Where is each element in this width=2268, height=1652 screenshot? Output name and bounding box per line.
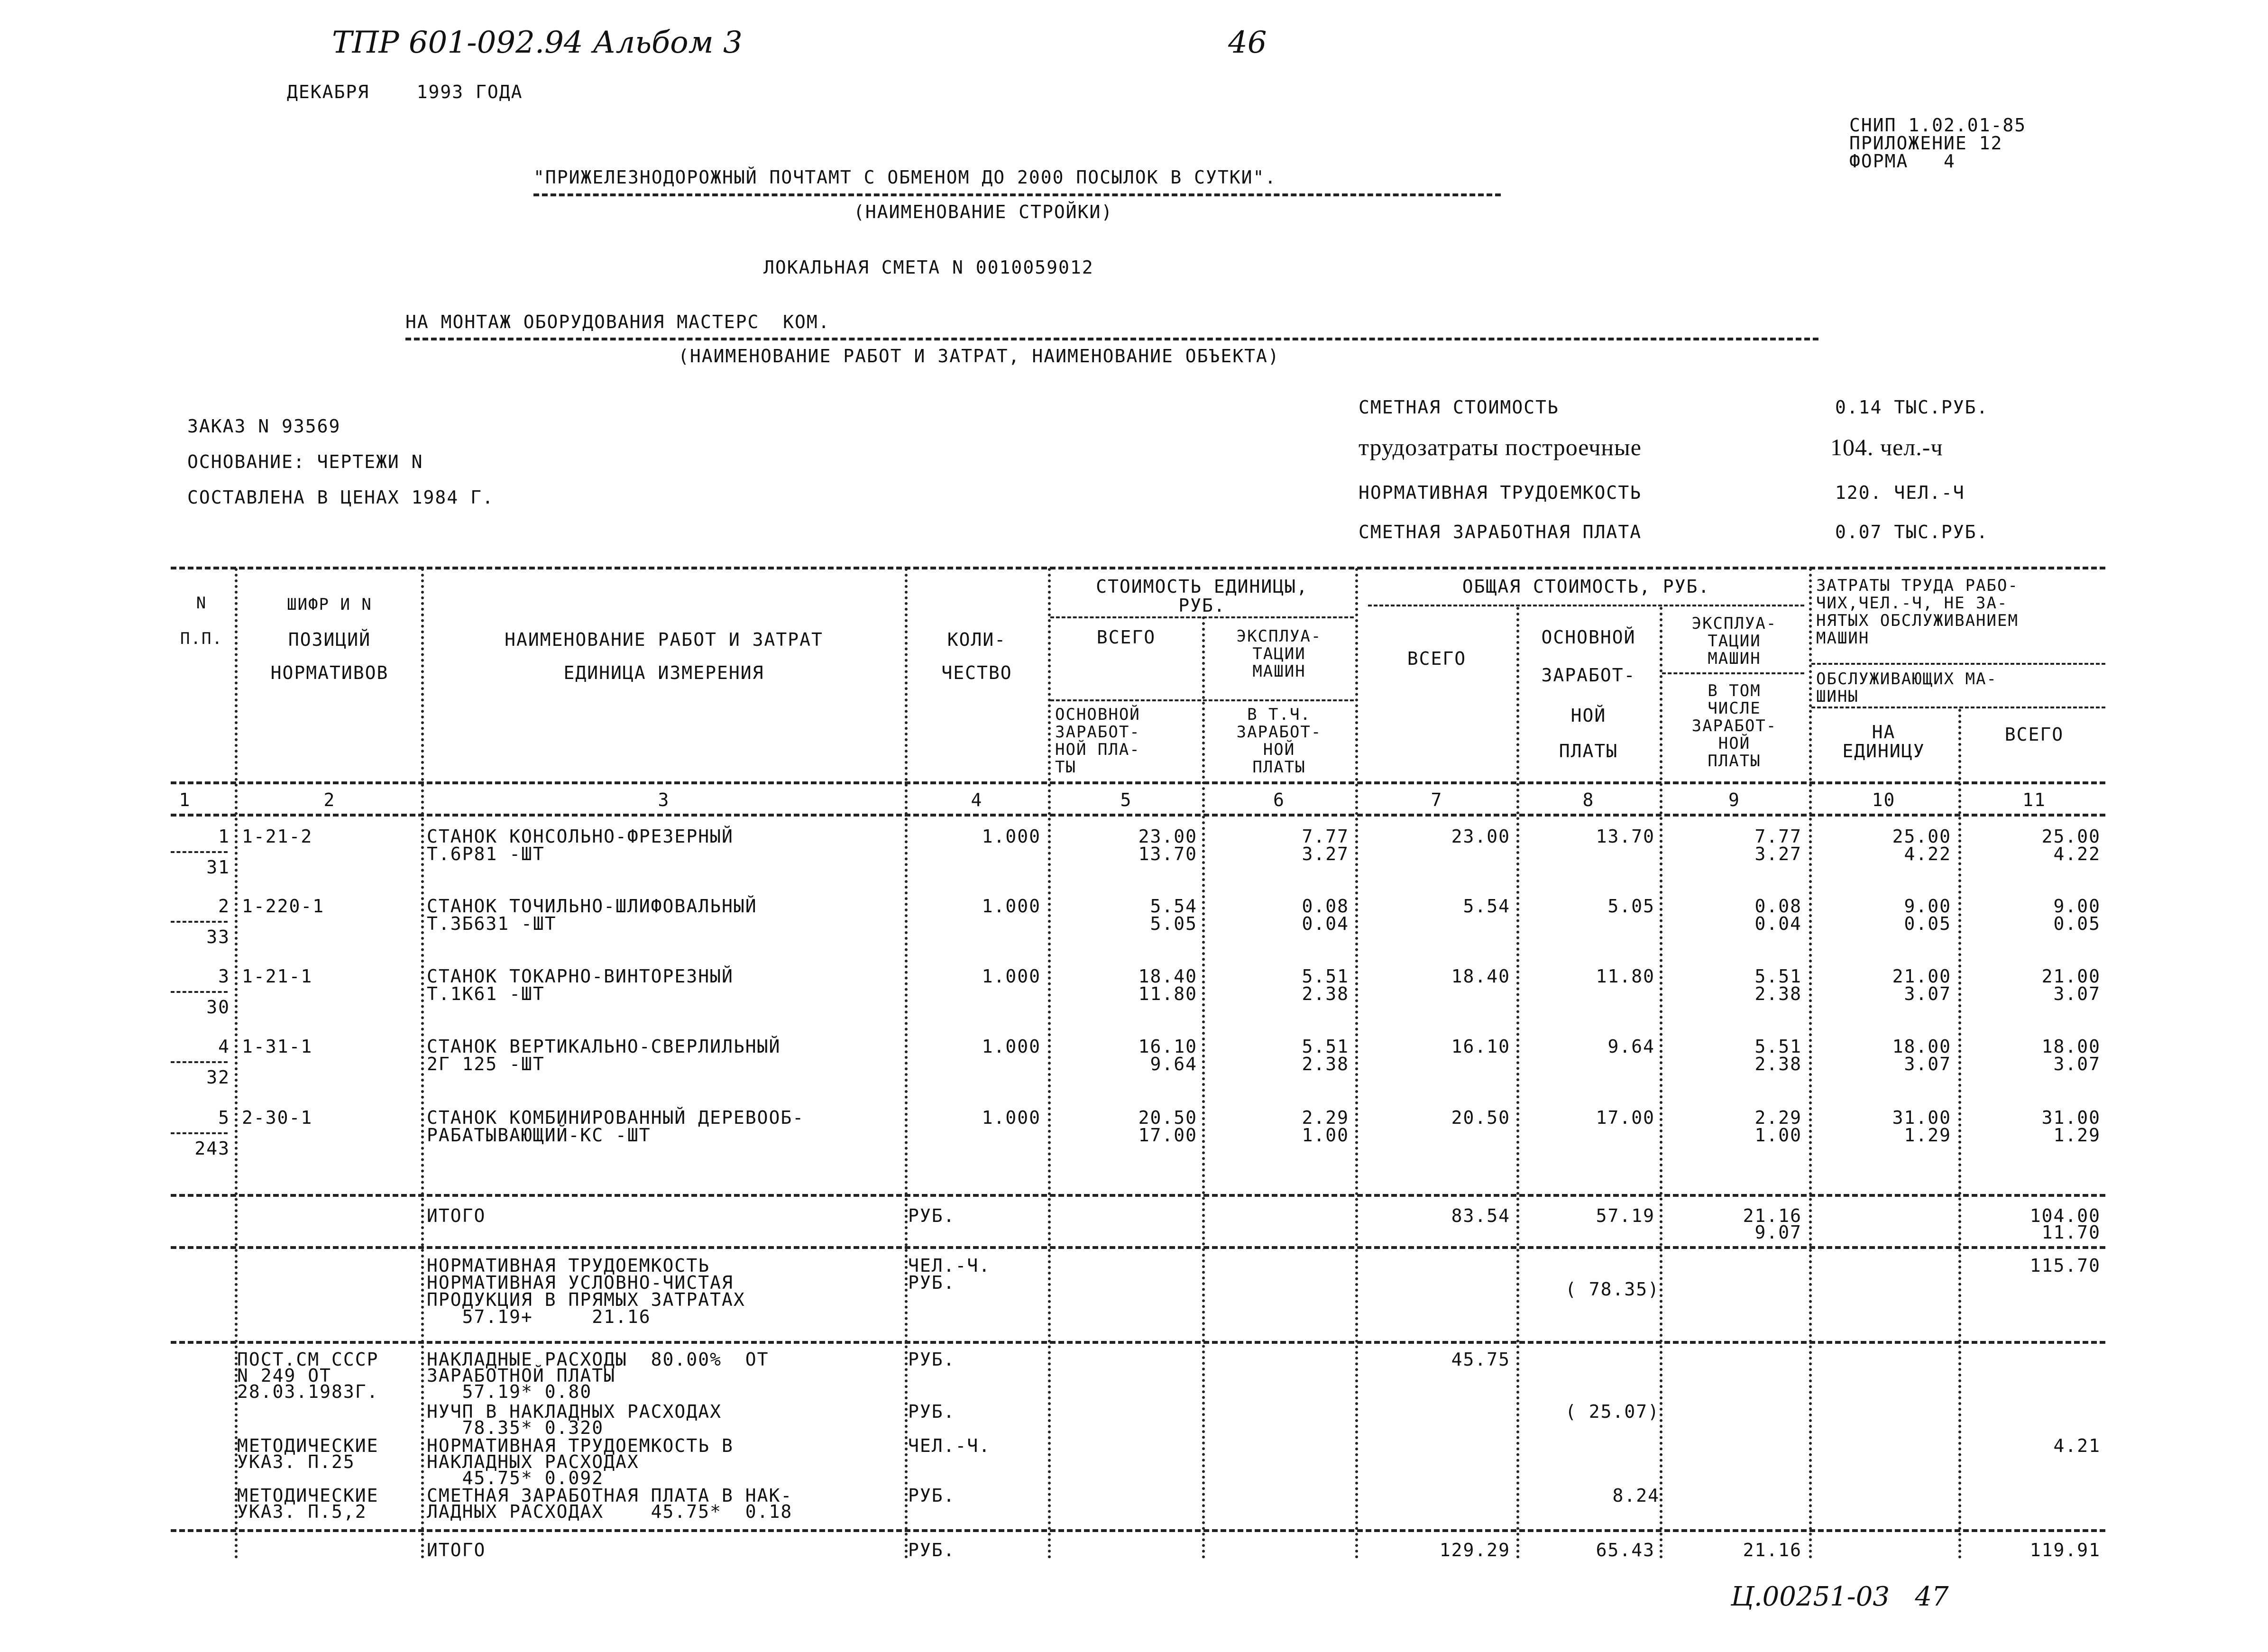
row-code: 1-21-1 [242, 966, 313, 987]
hdr-labor-2: ЧИХ,ЧЕЛ.-Ч, НЕ ЗА- [1816, 594, 2008, 613]
norm-col8: ( 78.35) [1565, 1279, 1660, 1300]
hdr-col6-bot-2: ЗАРАБОТ- [1236, 723, 1322, 742]
hdr-col2-line2: ПОЗИЦИЙ [288, 629, 371, 650]
row-col7: 5.54 [1463, 896, 1510, 917]
overhead-code-line: МЕТОДИЧЕСКИЕ [237, 1485, 379, 1506]
row-number-divider [171, 991, 228, 993]
hdr-col6-top-3: МАШИН [1252, 662, 1306, 681]
hdr-col4-line1: КОЛИ- [947, 629, 1007, 650]
estimate-cost-value: 0.14 ТЫС.РУБ. [1835, 397, 1989, 418]
row-col10-b: 0.05 [1904, 913, 1951, 934]
row-col5-wages: 11.80 [1138, 983, 1197, 1004]
hdr-col5-bot-1: ОСНОВНОЙ [1055, 705, 1140, 724]
col-sep-5 [1202, 616, 1205, 1559]
row-code: 1-31-1 [242, 1036, 313, 1057]
hdr-col2-line3: НОРМАТИВОВ [270, 662, 389, 683]
row-number-divider [171, 921, 228, 923]
hdr-col9-top-1: ЭКСПЛУА- [1691, 614, 1777, 633]
colnum-6: 6 [1273, 789, 1285, 810]
overhead-name-line: 57.19* 0.80 [427, 1381, 592, 1402]
norm-name-1: НОРМАТИВНАЯ ТРУДОЕМКОСТЬ [427, 1255, 710, 1276]
hdr-unit-cost-line1: СТОИМОСТЬ ЕДИНИЦЫ, [1096, 576, 1308, 597]
row-col10-a: 9.00 [1904, 896, 1951, 917]
colnum-3: 3 [658, 789, 670, 810]
hdr-unit-cost-line2: РУБ. [1178, 595, 1226, 616]
overhead-col8: ( 25.07) [1565, 1401, 1660, 1422]
hdr-total-cost-group: ОБЩАЯ СТОИМОСТЬ, РУБ. [1462, 576, 1710, 597]
hdr-col8-1: ОСНОВНОЙ [1541, 627, 1636, 648]
row-col11-a: 31.00 [2041, 1107, 2101, 1128]
norm-unit-2: РУБ. [908, 1272, 955, 1293]
row-qty: 1.000 [982, 966, 1041, 987]
row-col6-wages: 2.38 [1302, 1054, 1349, 1074]
hdr-col11: ВСЕГО [2004, 724, 2064, 745]
overhead-name-line: 45.75* 0.092 [427, 1468, 604, 1488]
overhead-code-line: УКАЗ. П.5,2 [237, 1501, 367, 1522]
project-caption: (НАИМЕНОВАНИЕ СТРОЙКИ) [854, 202, 1113, 222]
hdr-col9-bot-1: В ТОМ [1708, 681, 1761, 700]
estimate-cost-label: СМЕТНАЯ СТОИМОСТЬ [1359, 397, 1559, 418]
colnum-4: 4 [971, 789, 983, 810]
hdr-col8-4: ПЛАТЫ [1559, 741, 1618, 762]
hdr-col9-bot-3: ЗАРАБОТ- [1691, 716, 1777, 735]
hdr-col10-1: НА [1872, 722, 1896, 743]
row-col6-machines: 7.77 [1302, 826, 1349, 847]
row-col6-wages: 2.38 [1302, 983, 1349, 1004]
hdr-col1-line2: П.П. [180, 629, 223, 648]
colnum-7: 7 [1431, 789, 1443, 810]
row-col5-total: 5.54 [1150, 896, 1197, 917]
hdr-col8-3: НОЙ [1570, 705, 1607, 726]
subtotal-col9-b: 9.07 [1754, 1222, 1802, 1243]
overhead-name-line: НАКЛАДНЫЕ РАСХОДЫ 80.00% ОТ [427, 1349, 769, 1370]
row-col9-machines: 0.08 [1754, 896, 1802, 917]
row-col8: 13.70 [1596, 826, 1655, 847]
hdr-col6-bot-3: НОЙ [1263, 740, 1295, 759]
row-col5-wages: 17.00 [1138, 1125, 1197, 1146]
overhead-unit: РУБ. [908, 1485, 955, 1506]
row-col11-a: 18.00 [2041, 1036, 2101, 1057]
overhead-code-line: МЕТОДИЧЕСКИЕ [237, 1435, 379, 1456]
row-col9-machines: 2.29 [1754, 1107, 1802, 1128]
row-col5-total: 23.00 [1138, 826, 1197, 847]
hdr-col10-2: ЕДИНИЦУ [1842, 741, 1925, 762]
row-name-line2: 2Г 125 -ШТ [427, 1054, 545, 1074]
labor-group-rule [1811, 663, 2105, 665]
album-reference: ТПР 601-092.94 Альбом 3 [332, 25, 743, 60]
hdr-col8-2: ЗАРАБОТ- [1541, 665, 1636, 686]
subtotal-col7: 83.54 [1451, 1205, 1510, 1226]
hdr-col9-top-2: ТАЦИИ [1708, 632, 1761, 651]
total-col8: 65.43 [1596, 1540, 1655, 1560]
row-col7: 20.50 [1451, 1107, 1510, 1128]
basis-drawings: ОСНОВАНИЕ: ЧЕРТЕЖИ N [187, 451, 423, 472]
row-number-divider [171, 1061, 228, 1063]
normative-labor-value: 120. ЧЕЛ.-Ч [1835, 482, 1965, 503]
colnum-10: 10 [1872, 789, 1896, 810]
total-col9: 21.16 [1743, 1540, 1802, 1560]
snip-reference: СНИП 1.02.01-85 [1849, 115, 2027, 136]
work-title: НА МОНТАЖ ОБОРУДОВАНИЯ МАСТЕРС КОМ. [405, 312, 830, 332]
overhead-col7: 45.75 [1451, 1349, 1510, 1370]
row-qty: 1.000 [982, 1107, 1041, 1128]
subtotal-col11-a: 104.00 [2029, 1205, 2101, 1226]
hdr-col5-bot-4: ТЫ [1055, 758, 1076, 777]
col-sep-3 [905, 568, 908, 1559]
construction-labor-label: трудозатраты построечные [1359, 434, 1642, 460]
hdr-labor-3: НЯТЫХ ОБСЛУЖИВАНИЕМ [1816, 611, 2019, 630]
estimate-wages-label: СМЕТНАЯ ЗАРАБОТНАЯ ПЛАТА [1359, 522, 1642, 542]
hdr-labor-4: МАШИН [1816, 629, 1870, 648]
norm-unit-1: ЧЕЛ.-Ч. [908, 1255, 991, 1276]
overhead-unit: РУБ. [908, 1401, 955, 1422]
table-header-bottom-rule [171, 781, 2105, 784]
row-name-line1: СТАНОК ТОКАРНО-ВИНТОРЕЗНЫЙ [427, 966, 734, 987]
row-number: 3 [218, 966, 230, 987]
norm-name-3: ПРОДУКЦИЯ В ПРЯМЫХ ЗАТРАТАХ [427, 1289, 745, 1310]
colnum-8: 8 [1582, 789, 1595, 810]
total-label: ИТОГО [427, 1540, 486, 1560]
hdr-col6-bot-4: ПЛАТЫ [1252, 758, 1306, 777]
overhead-name-line: НАКЛАДНЫХ РАСХОДАХ [427, 1451, 639, 1472]
row-col10-a: 31.00 [1892, 1107, 1951, 1128]
row-name-line1: СТАНОК КОМБИНИРОВАННЫЙ ДЕРЕВООБ- [427, 1107, 805, 1128]
hdr-col9-bot-4: НОЙ [1718, 734, 1751, 753]
hdr-col5-top: ВСЕГО [1096, 627, 1156, 648]
row-code: 2-30-1 [242, 1107, 313, 1128]
row-number-divider [171, 1132, 228, 1134]
row-col6-machines: 5.51 [1302, 1036, 1349, 1057]
row-col6-machines: 0.08 [1302, 896, 1349, 917]
overhead-col11: 4.21 [2053, 1435, 2101, 1456]
date-line: ДЕКАБРЯ 1993 ГОДА [287, 82, 523, 102]
row-name-line2: Т.1К61 -ШТ [427, 983, 545, 1004]
row-col9-wages: 1.00 [1754, 1125, 1802, 1146]
hdr-col9-bot-2: ЧИСЛЕ [1708, 699, 1761, 718]
row-col6-machines: 2.29 [1302, 1107, 1349, 1128]
row-col10-b: 4.22 [1904, 844, 1951, 864]
row-name-line2: Т.3Б631 -ШТ [427, 913, 557, 934]
norm-col11: 115.70 [2029, 1255, 2101, 1276]
row-col8: 5.05 [1607, 896, 1655, 917]
row-col10-a: 25.00 [1892, 826, 1951, 847]
row-name-line2: Т.6Р81 -ШТ [427, 844, 545, 864]
row-col9-wages: 0.04 [1754, 913, 1802, 934]
total-cost-group-rule [1368, 605, 1804, 606]
total-col11: 119.91 [2029, 1540, 2101, 1560]
hdr-col6-bot-1: В Т.Ч. [1247, 705, 1311, 724]
estimate-title: ЛОКАЛЬНАЯ СМЕТА N 0010059012 [763, 257, 1094, 278]
colnum-11: 11 [2022, 789, 2046, 810]
row-col11-b: 3.07 [2053, 1054, 2101, 1074]
row-col7: 18.40 [1451, 966, 1510, 987]
hdr-col1-line1: N [196, 594, 207, 613]
row-col9-wages: 2.38 [1754, 983, 1802, 1004]
row-col6-machines: 5.51 [1302, 966, 1349, 987]
work-caption: (НАИМЕНОВАНИЕ РАБОТ И ЗАТРАТ, НАИМЕНОВАНИЕ ОБЪЕКТА) [678, 346, 1280, 367]
subtotal-col8: 57.19 [1596, 1205, 1655, 1226]
norm-block-end-rule [171, 1341, 2105, 1344]
row-col9-machines: 7.77 [1754, 826, 1802, 847]
hdr-col2-line1: ШИФР И N [287, 595, 372, 614]
table-number-row-rule [171, 814, 2105, 817]
overhead-code-line: N 249 ОТ [237, 1365, 332, 1386]
row-col11-b: 3.07 [2053, 983, 2101, 1004]
snip-appendix: ПРИЛОЖЕНИЕ 12 [1849, 133, 2003, 154]
row-number: 5 [218, 1107, 230, 1128]
hdr-col5-bot-2: ЗАРАБОТ- [1055, 723, 1140, 742]
row-col5-wages: 5.05 [1150, 913, 1197, 934]
norm-name-2: НОРМАТИВНАЯ УСЛОВНО-ЧИСТАЯ [427, 1272, 734, 1293]
overhead-name-line: ЛАДНЫХ РАСХОДАХ 45.75* 0.18 [427, 1501, 793, 1522]
hdr-col6-top-2: ТАЦИИ [1252, 644, 1306, 663]
snip-form: ФОРМА 4 [1849, 151, 1956, 172]
row-col8: 9.64 [1607, 1036, 1655, 1057]
row-col5-total: 16.10 [1138, 1036, 1197, 1057]
overhead-code-line: ПОСТ.СМ СССР [237, 1349, 379, 1370]
normative-labor-label: НОРМАТИВНАЯ ТРУДОЕМКОСТЬ [1359, 482, 1642, 503]
project-title: "ПРИЖЕЛЕЗНОДОРОЖНЫЙ ПОЧТАМТ С ОБМЕНОМ ДО 2000 ПОСЫЛОК В СУТКИ". [533, 167, 1277, 188]
subtotal-end-rule [171, 1246, 2105, 1249]
overhead-name-line: СМЕТНАЯ ЗАРАБОТНАЯ ПЛАТА В НАК- [427, 1485, 793, 1506]
subtotal-unit: РУБ. [908, 1205, 955, 1226]
subtotal-label: ИТОГО [427, 1205, 486, 1226]
row-col5-wages: 9.64 [1150, 1054, 1197, 1074]
row-col9-machines: 5.51 [1754, 1036, 1802, 1057]
table-top-rule [171, 567, 2105, 569]
row-number: 4 [218, 1036, 230, 1057]
hdr-col9-bot-5: ПЛАТЫ [1708, 752, 1761, 771]
col-sep-2 [421, 568, 424, 1559]
hdr-col7: ВСЕГО [1407, 648, 1467, 669]
row-qty: 1.000 [982, 826, 1041, 847]
row-col7: 23.00 [1451, 826, 1510, 847]
row-name-line2: РАБАТЫВАЮЩИЙ-КС -ШТ [427, 1125, 651, 1146]
estimate-wages-value: 0.07 ТЫС.РУБ. [1835, 522, 1989, 542]
row-col6-wages: 0.04 [1302, 913, 1349, 934]
row-ref: 243 [194, 1138, 230, 1159]
norm-name-4: 57.19+ 21.16 [427, 1306, 651, 1327]
price-basis: СОСТАВЛЕНА В ЦЕНАХ 1984 Г. [187, 487, 494, 508]
overhead-code-line: 28.03.1983Г. [237, 1381, 379, 1402]
row-col8: 11.80 [1596, 966, 1655, 987]
row-col5-wages: 13.70 [1138, 844, 1197, 864]
row-col9-wages: 2.38 [1754, 1054, 1802, 1074]
total-col7: 129.29 [1439, 1540, 1510, 1560]
overhead-name-line: 78.35* 0.320 [427, 1417, 604, 1438]
construction-labor-value: 104. чел.-ч [1830, 434, 1943, 460]
row-col11-a: 9.00 [2053, 896, 2101, 917]
overhead-code-line: УКАЗ. П.25 [237, 1451, 355, 1472]
row-name-line1: СТАНОК КОНСОЛЬНО-ФРЕЗЕРНЫЙ [427, 826, 734, 847]
items-end-rule [171, 1194, 2105, 1197]
row-col5-total: 20.50 [1138, 1107, 1197, 1128]
overhead-name-line: НОРМАТИВНАЯ ТРУДОЕМКОСТЬ В [427, 1435, 734, 1456]
row-col11-a: 21.00 [2041, 966, 2101, 987]
row-col8: 17.00 [1596, 1107, 1655, 1128]
overhead-unit: ЧЕЛ.-Ч. [908, 1435, 991, 1456]
overhead-name-line: НУЧП В НАКЛАДНЫХ РАСХОДАХ [427, 1401, 722, 1422]
row-col11-b: 1.29 [2053, 1125, 2101, 1146]
row-col10-a: 18.00 [1892, 1036, 1951, 1057]
row-col9-wages: 3.27 [1754, 844, 1802, 864]
footer-stamp: Ц.00251-03 47 [1731, 1581, 1949, 1612]
hdr-col6-top-1: ЭКСПЛУА- [1236, 627, 1322, 646]
row-col5-total: 18.40 [1138, 966, 1197, 987]
hdr-col9-top-3: МАШИН [1708, 649, 1761, 668]
row-ref: 30 [206, 997, 230, 1018]
row-col11-b: 0.05 [2053, 913, 2101, 934]
labor-sub-rule [1811, 707, 2105, 708]
row-ref: 32 [206, 1067, 230, 1088]
subtotal-col9-a: 21.16 [1743, 1205, 1802, 1226]
machines-sub-rule [1662, 672, 1804, 674]
colnum-5: 5 [1120, 789, 1132, 810]
row-col10-b: 3.07 [1904, 983, 1951, 1004]
row-number: 2 [218, 896, 230, 917]
row-number: 1 [218, 826, 230, 847]
page-number: 46 [1228, 25, 1267, 60]
order-number: ЗАКАЗ N 93569 [187, 416, 341, 437]
total-unit: РУБ. [908, 1540, 955, 1560]
row-code: 1-21-2 [242, 826, 313, 847]
colnum-1: 1 [179, 789, 191, 810]
hdr-labor-sub-2: ШИНЫ [1816, 687, 1859, 706]
hdr-col5-bot-3: НОЙ ПЛА- [1055, 740, 1140, 759]
row-qty: 1.000 [982, 1036, 1041, 1057]
row-qty: 1.000 [982, 896, 1041, 917]
row-name-line1: СТАНОК ВЕРТИКАЛЬНО-СВЕРЛИЛЬНЫЙ [427, 1036, 781, 1057]
colnum-2: 2 [323, 789, 336, 810]
row-col10-b: 3.07 [1904, 1054, 1951, 1074]
subtotal-col11-b: 11.70 [2041, 1222, 2101, 1243]
row-col10-b: 1.29 [1904, 1125, 1951, 1146]
row-ref: 31 [206, 857, 230, 878]
row-col6-wages: 1.00 [1302, 1125, 1349, 1146]
row-col11-b: 4.22 [2053, 844, 2101, 864]
row-code: 1-220-1 [242, 896, 325, 917]
row-col7: 16.10 [1451, 1036, 1510, 1057]
hdr-labor-sub-1: ОБСЛУЖИВАЮЩИХ МА- [1816, 670, 1997, 688]
row-col10-a: 21.00 [1892, 966, 1951, 987]
overhead-name-line: ЗАРАБОТНОЙ ПЛАТЫ [427, 1365, 616, 1386]
overhead-end-rule [171, 1529, 2105, 1532]
hdr-labor-1: ЗАТРАТЫ ТРУДА РАБО- [1816, 576, 2019, 595]
row-number-divider [171, 851, 228, 853]
hdr-col3-line1: НАИМЕНОВАНИЕ РАБОТ И ЗАТРАТ [505, 629, 823, 650]
row-col9-machines: 5.51 [1754, 966, 1802, 987]
row-name-line1: СТАНОК ТОЧИЛЬНО-ШЛИФОВАЛЬНЫЙ [427, 896, 757, 917]
col-sep-1 [235, 568, 238, 1559]
row-col6-wages: 3.27 [1302, 844, 1349, 864]
overhead-unit: РУБ. [908, 1349, 955, 1370]
row-col11-a: 25.00 [2041, 826, 2101, 847]
hdr-col4-line2: ЧЕСТВО [941, 662, 1012, 683]
col-sep-10 [1958, 709, 1961, 1559]
overhead-col8: 8.24 [1612, 1485, 1660, 1506]
colnum-9: 9 [1728, 789, 1740, 810]
col-sep-6 [1355, 568, 1358, 1559]
hdr-col3-line2: ЕДИНИЦА ИЗМЕРЕНИЯ [563, 662, 764, 683]
row-ref: 33 [206, 927, 230, 947]
